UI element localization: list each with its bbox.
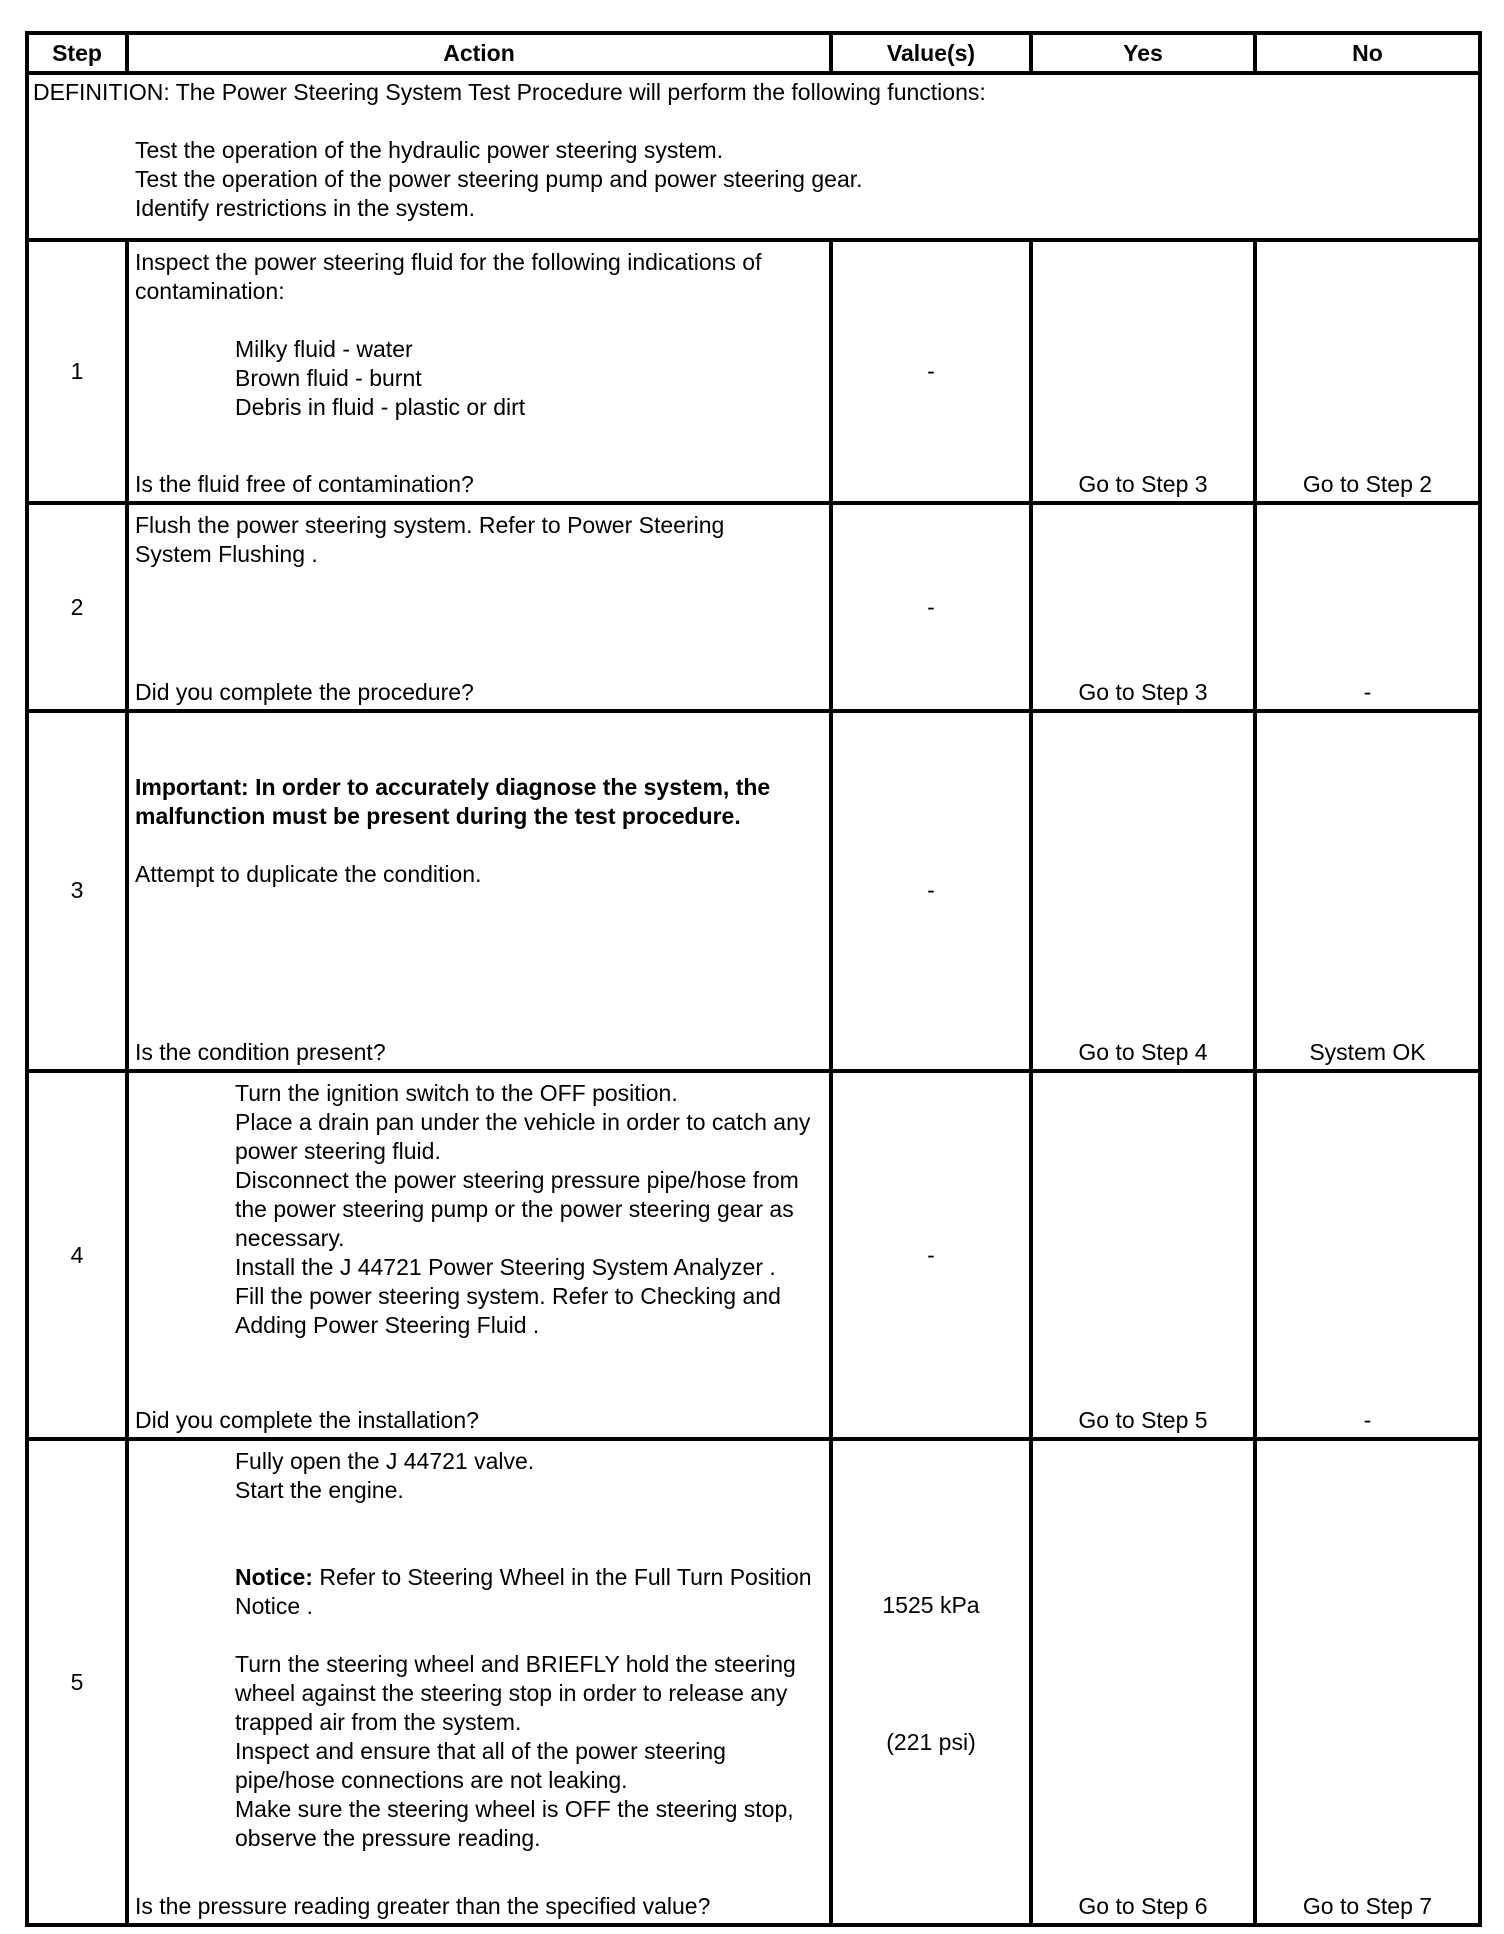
no-outcome: System OK bbox=[1309, 1039, 1426, 1066]
value-psi: (221 psi) bbox=[886, 1729, 976, 1756]
step-intro: Inspect the power steering fluid for the following indications of contamination: bbox=[135, 249, 762, 305]
step-question: Is the condition present? bbox=[135, 1039, 386, 1066]
step-item: Inspect and ensure that all of the power steering pipe/hose connections are not leaking. bbox=[235, 1738, 726, 1794]
definition-item: Identify restrictions in the system. bbox=[135, 195, 476, 222]
step-value: - bbox=[831, 1071, 1031, 1439]
header-row bbox=[27, 33, 1480, 73]
important-note: Important: In order to accurately diagnose the system, the malfunction must be present during the test procedure. bbox=[135, 773, 771, 829]
header-yes: Yes bbox=[1031, 33, 1255, 73]
step-value: - bbox=[831, 711, 1031, 1071]
yes-outcome: Go to Step 3 bbox=[1078, 678, 1208, 705]
notice-text: Refer to Steering Wheel in the Full Turn Position Notice . bbox=[235, 1564, 812, 1620]
step-row-2 bbox=[27, 503, 1480, 710]
header-values: Value(s) bbox=[831, 33, 1031, 73]
yes-outcome: Go to Step 6 bbox=[1078, 1893, 1208, 1919]
step-number: 4 bbox=[27, 1071, 127, 1439]
step-value: - bbox=[831, 503, 1031, 710]
step-item: Install the J 44721 Power Steering System Analyzer . bbox=[235, 1254, 776, 1281]
definition-item: Test the operation of the hydraulic power steering system. bbox=[135, 137, 724, 164]
step-intro: Flush the power steering system. Refer to Power Steering System Flushing . bbox=[135, 512, 725, 568]
step-item: Place a drain pan under the vehicle in order to catch any power steering fluid. bbox=[235, 1109, 811, 1165]
no-outcome: Go to Step 2 bbox=[1302, 471, 1433, 498]
step-item: Brown fluid - burnt bbox=[235, 365, 422, 392]
definition-row bbox=[27, 73, 1480, 240]
header-no: No bbox=[1255, 33, 1480, 73]
value-kpa: 1525 kPa bbox=[882, 1592, 980, 1619]
step-question: Is the fluid free of contamination? bbox=[135, 471, 474, 498]
step-item: Debris in fluid - plastic or dirt bbox=[235, 394, 526, 421]
step-item: Disconnect the power steering pressure pipe/hose from the power steering pump or the power steering gear as necessary. bbox=[235, 1167, 799, 1252]
procedure-table bbox=[25, 31, 1482, 1927]
step-row-3 bbox=[27, 711, 1480, 1071]
step-question: Did you complete the procedure? bbox=[135, 678, 474, 705]
step-action: Attempt to duplicate the condition. bbox=[135, 860, 482, 887]
step-question: Did you complete the installation? bbox=[135, 1407, 479, 1434]
yes-outcome: Go to Step 3 bbox=[1078, 471, 1208, 498]
yes-outcome: Go to Step 5 bbox=[1078, 1407, 1208, 1434]
definition-title: DEFINITION: The Power Steering System Test Procedure will perform the following functions: bbox=[33, 79, 986, 106]
no-outcome: Go to Step 7 bbox=[1302, 1893, 1433, 1919]
step-item: Make sure the steering wheel is OFF the steering stop, observe the pressure reading. bbox=[235, 1796, 794, 1852]
step-value: - bbox=[831, 240, 1031, 503]
step-number: 3 bbox=[27, 711, 127, 1071]
step-question: Is the pressure reading greater than the specified value? bbox=[135, 1893, 711, 1919]
no-outcome: - bbox=[1363, 678, 1372, 705]
notice-label: Notice: bbox=[235, 1564, 313, 1591]
step-item: Milky fluid - water bbox=[235, 336, 413, 363]
step-item: Fill the power steering system. Refer to Checking and Adding Power Steering Fluid . bbox=[235, 1283, 781, 1339]
step-item: Start the engine. bbox=[235, 1477, 404, 1504]
step-number: 2 bbox=[27, 503, 127, 710]
header-step: Step bbox=[27, 33, 127, 73]
notice-note bbox=[135, 1563, 813, 1621]
step-number: 1 bbox=[27, 240, 127, 503]
definition-item: Test the operation of the power steering pump and power steering gear. bbox=[135, 166, 863, 193]
header-action: Action bbox=[127, 33, 831, 73]
step-item: Turn the steering wheel and BRIEFLY hold the steering wheel against the steering stop in order to release any trapped air from the system. bbox=[235, 1651, 796, 1736]
step-item: Turn the ignition switch to the OFF position. bbox=[235, 1080, 678, 1107]
step-row-5 bbox=[27, 1439, 1480, 1925]
step-number: 5 bbox=[27, 1439, 127, 1925]
step-row-1 bbox=[27, 240, 1480, 503]
yes-outcome: Go to Step 4 bbox=[1078, 1039, 1208, 1066]
step-row-4 bbox=[27, 1071, 1480, 1439]
no-outcome: - bbox=[1363, 1407, 1372, 1434]
step-item: Fully open the J 44721 valve. bbox=[235, 1448, 535, 1475]
